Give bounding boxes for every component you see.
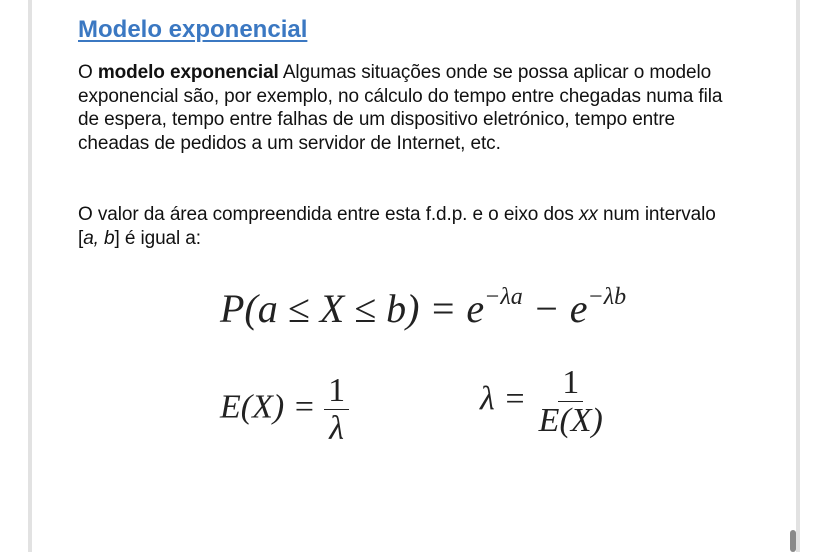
- formula-text: E(X) =: [220, 388, 325, 426]
- formula-text: P(a ≤ X ≤ b) = e: [220, 286, 485, 331]
- italic-text: xx: [578, 204, 598, 225]
- numerator: 1: [558, 364, 583, 402]
- area-paragraph: [78, 203, 738, 250]
- text: Algumas situações onde se possa aplicar o modelo exponencial são, por exemplo, no cálculo do tempo entre chegadas numa fila de espera, tempo entre falhas de um dispositivo eletrónico, tempo entre cheadas de pedidos a um servidor de Internet, etc.: [78, 62, 723, 154]
- text: num intervalo [: [78, 204, 716, 249]
- section-title-link[interactable]: Modelo exponencial: [78, 16, 308, 43]
- page-border-right: [796, 0, 800, 552]
- numerator: 1: [324, 372, 349, 410]
- text: O valor da área compreendida entre esta f.d.p. e o eixo dos: [78, 204, 579, 225]
- lambda-formula: [480, 364, 607, 440]
- fraction: [535, 364, 607, 440]
- intro-paragraph: [78, 61, 738, 155]
- italic-text: a, b: [83, 227, 115, 249]
- expectation-formula: [220, 372, 349, 448]
- bold-term: modelo exponencial: [97, 62, 279, 83]
- probability-formula: [220, 284, 626, 332]
- text: ] é igual a:: [114, 227, 201, 249]
- exponent: −λa: [484, 284, 523, 310]
- denominator: λ: [329, 410, 344, 448]
- formula-text: λ =: [480, 380, 535, 418]
- scrollbar-thumb[interactable]: [790, 530, 796, 552]
- exponent: −λb: [587, 284, 627, 310]
- text: O: [78, 62, 98, 83]
- formula-text: − e: [522, 286, 588, 331]
- page-border-left: [28, 0, 32, 552]
- fraction: [324, 372, 349, 448]
- denominator: E(X): [538, 402, 603, 440]
